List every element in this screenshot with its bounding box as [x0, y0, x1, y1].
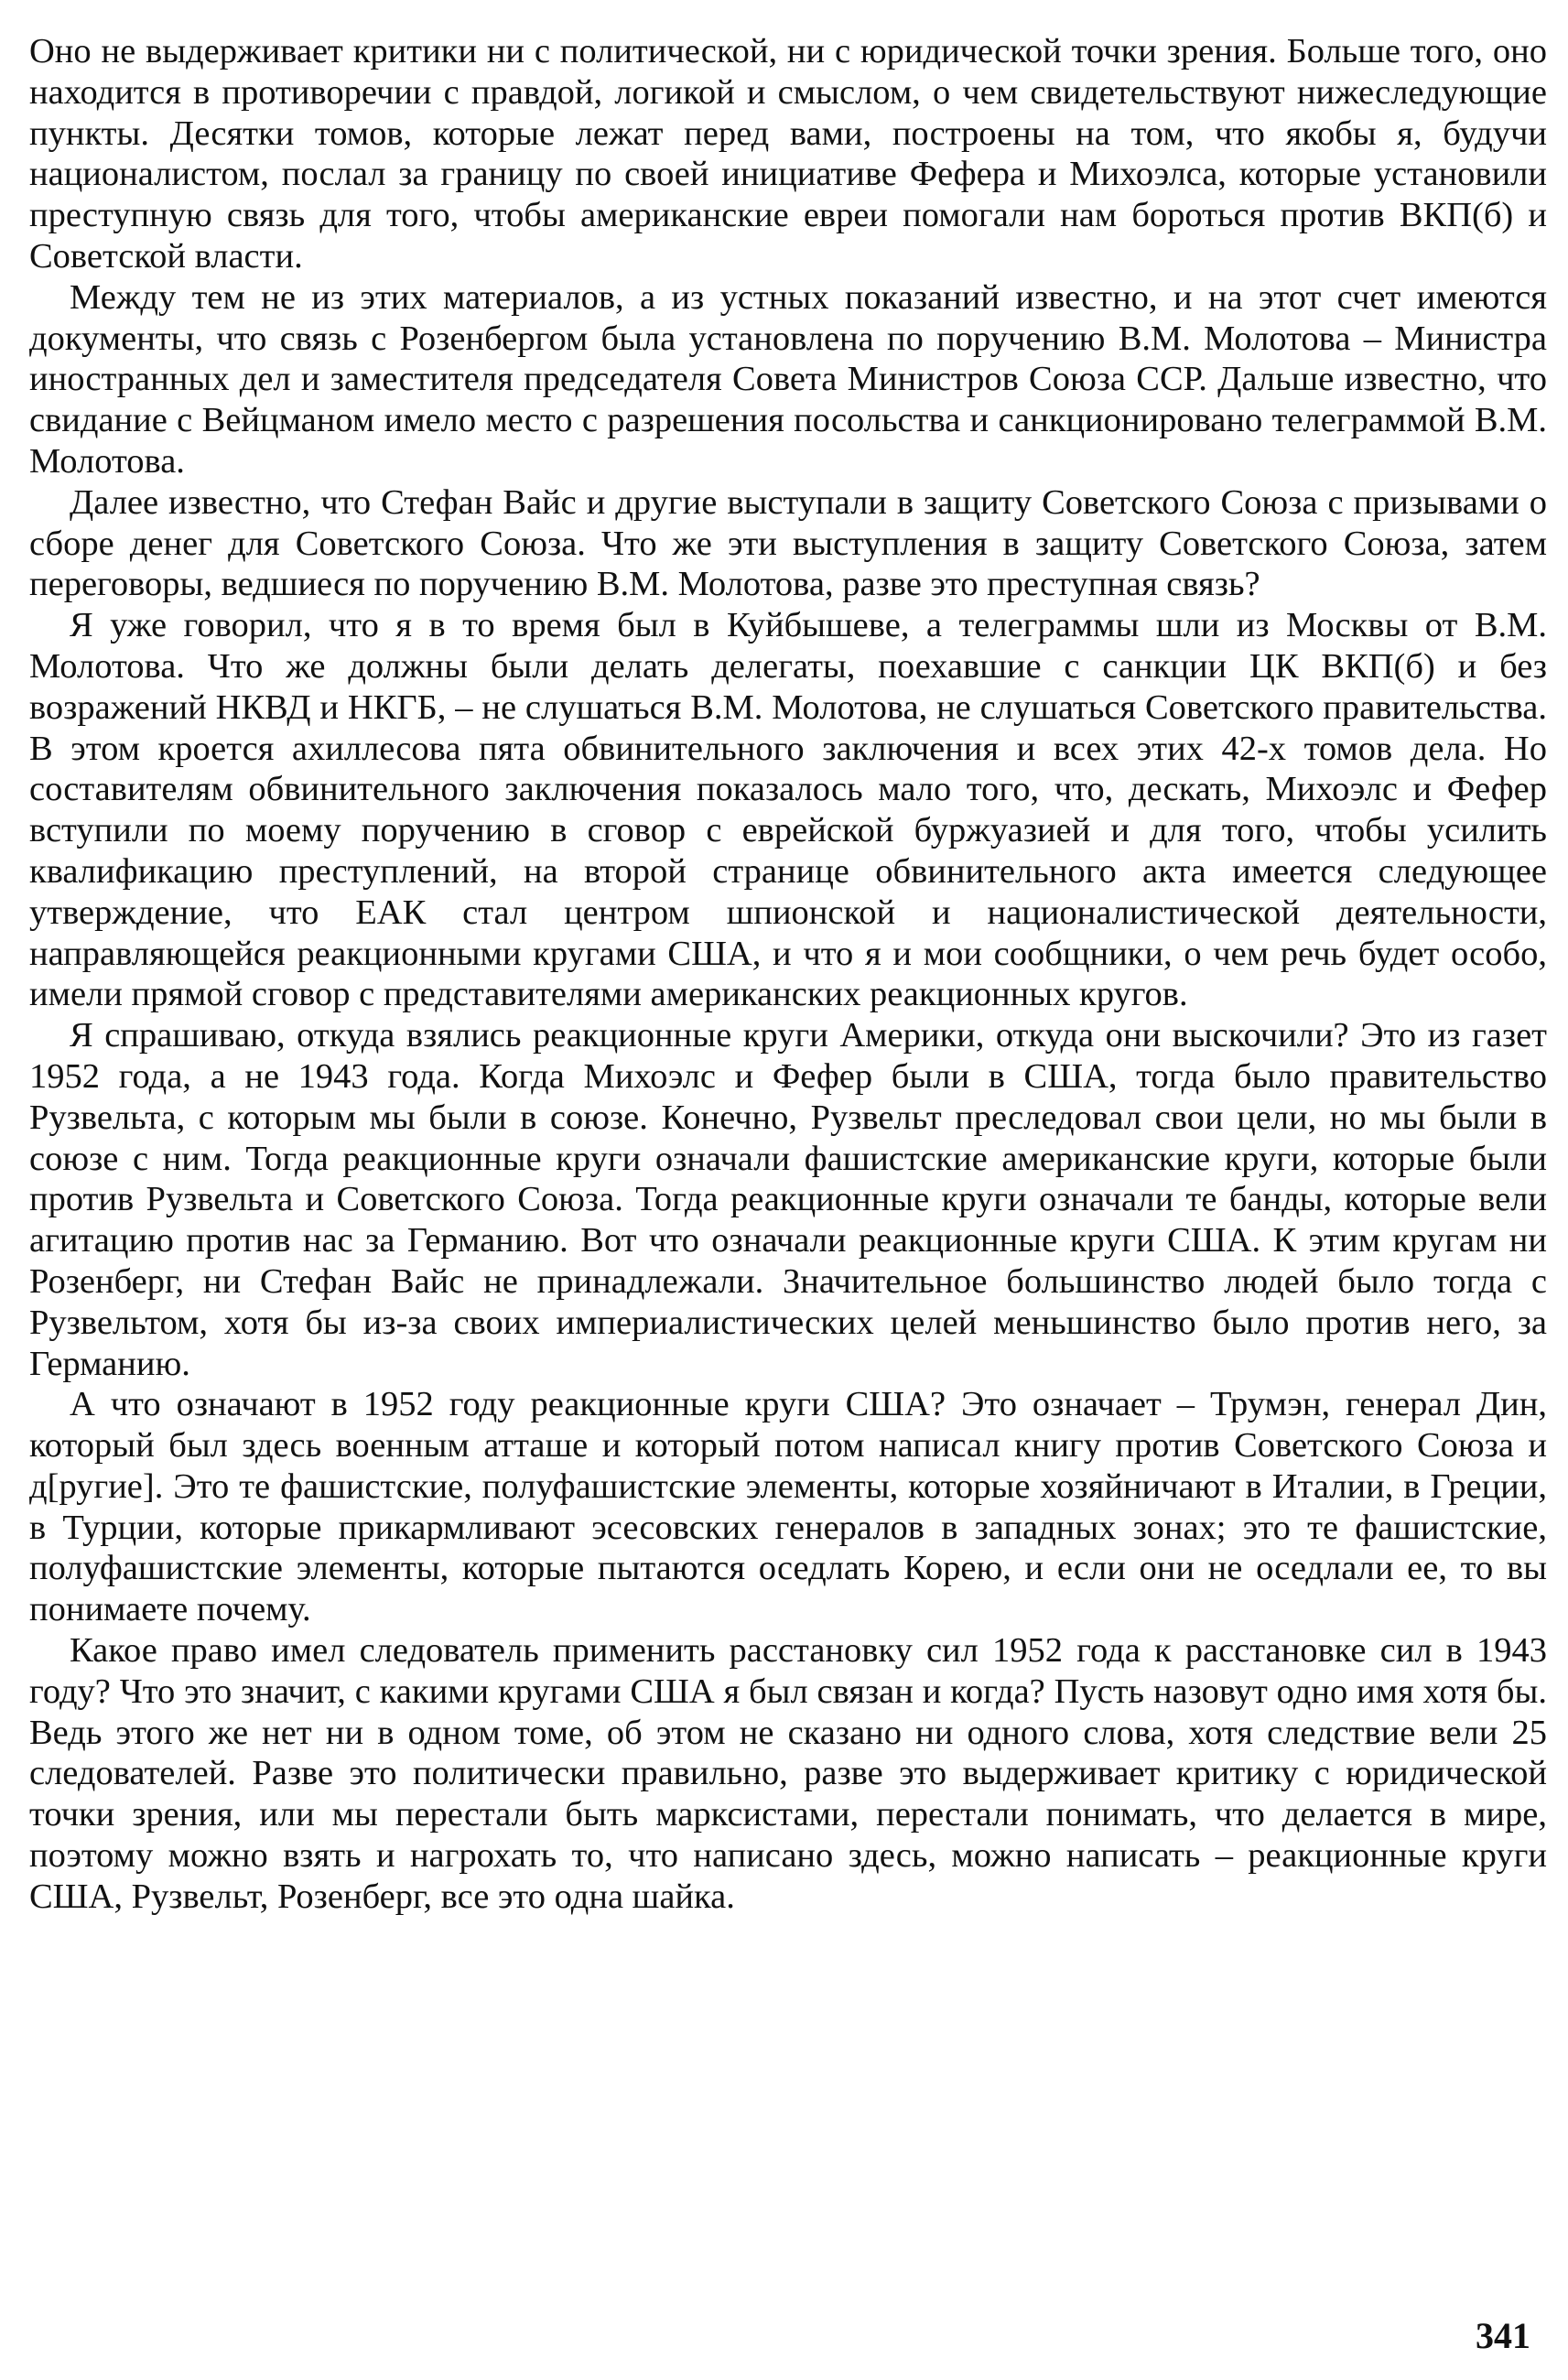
- paragraph-2: Между тем не из этих материалов, а из устных показаний известно, и на этот счет имеются документы, что связь с Розенбергом была установлена по поручению В.М. Молотова – Министра иностранных дел и заместителя председателя Совета Министров Союза ССР. Дальше известно, что свидание с Вейцманом имело место с разрешения посольства и санкционировано телеграммой В.М. Молотова.: [29, 277, 1547, 481]
- paragraph-5: Я спрашиваю, откуда взялись реакционные круги Америки, откуда они выскочили? Это из газет 1952 года, а не 1943 года. Когда Михоэлс и Фефер были в США, тогда было правительство Рузвельта, с которым мы были в союзе. Конечно, Рузвельт преследовал свои цели, но мы были в союзе с ним. Тогда реакционные круги означали фашистские американские круги, которые были против Рузвельта и Советского Союза. Тогда реакционные круги означали те банды, которые вели агитацию против нас за Германию. Вот что означали реакционные круги США. К этим кругам ни Розенберг, ни Стефан Вайс не принадлежали. Значительное большинство людей было тогда с Рузвельтом, хотя бы из-за своих империалистических целей меньшинство было против него, за Германию.: [29, 1016, 1547, 1383]
- paragraph-4: Я уже говорил, что я в то время был в Куйбышеве, а телеграммы шли из Москвы от В.М. Молотова. Что же должны были делать делегаты, поехавшие с санкции ЦК ВКП(б) и без возражений НКВД и НКГБ, – не слушаться В.М. Молотова, не слушаться Советского правительства. В этом кроется ахиллесова пята обвинительного заключения и всех этих 42-х томов дела. Но составителям обвинительного заключения показалось мало того, что, дескать, Михоэлс и Фефер вступили по моему поручению в сговор с еврейской буржуазией и для того, чтобы усилить квалификацию преступлений, на второй странице обвинительного акта имеется следующее утверждение, что ЕАК стал центром шпионской и националистической деятельности, направляющейся реакционными кругами США, и что я и мои сообщники, о чем речь будет особо, имели прямой сговор с представителями американских реакционных кругов.: [29, 606, 1547, 1014]
- page-number: 341: [1476, 2315, 1530, 2356]
- document-page: [29, 31, 1547, 2356]
- paragraph-3: Далее известно, что Стефан Вайс и другие выступали в защиту Советского Союза с призывами о сборе денег для Советского Союза. Что же эти выступления в защиту Советского Союза, затем переговоры, ведшиеся по поручению В.М. Молотова, разве это преступная связь?: [29, 482, 1547, 604]
- paragraph-6: А что означают в 1952 году реакционные круги США? Это означает – Трумэн, генерал Дин, который был здесь военным атташе и который потом написал книгу против Советского Союза и д[ругие]. Это те фашистские, полуфашистские элементы, которые хозяйничают в Италии, в Греции, в Турции, которые прикармливают эсесовских генералов в западных зонах; это те фашистские, полуфашистские элементы, которые пытаются оседлать Корею, и если они не оседлали ее, то вы понимаете почему.: [29, 1385, 1547, 1629]
- paragraph-1: Оно не выдерживает критики ни с политической, ни с юридической точки зрения. Больше того, оно находится в противоречии с правдой, логикой и смыслом, о чем свидетельствуют нижеследующие пункты. Десятки томов, которые лежат перед вами, построены на том, что якобы я, будучи националистом, послал за границу по своей инициативе Фефера и Михоэлса, которые установили преступную связь для того, чтобы американские евреи помогали нам бороться против ВКП(б) и Советской власти.: [29, 32, 1547, 276]
- paragraph-7: Какое право имел следователь применить расстановку сил 1952 года к расстановке сил в 1943 году? Что это значит, с какими кругами США я был связан и когда? Пусть назовут одно имя хотя бы. Ведь этого же нет ни в одном томе, об этом не сказано ни одного слова, хотя следствие вели 25 следователей. Разве это политически правильно, разве это выдерживает критику с юридической точки зрения, или мы перестали быть марксистами, перестали понимать, что делается в мире, поэтому можно взять и нагрохать то, что написано здесь, можно написать – реакционные круги США, Рузвельт, Розенберг, все это одна шайка.: [29, 1631, 1547, 1916]
